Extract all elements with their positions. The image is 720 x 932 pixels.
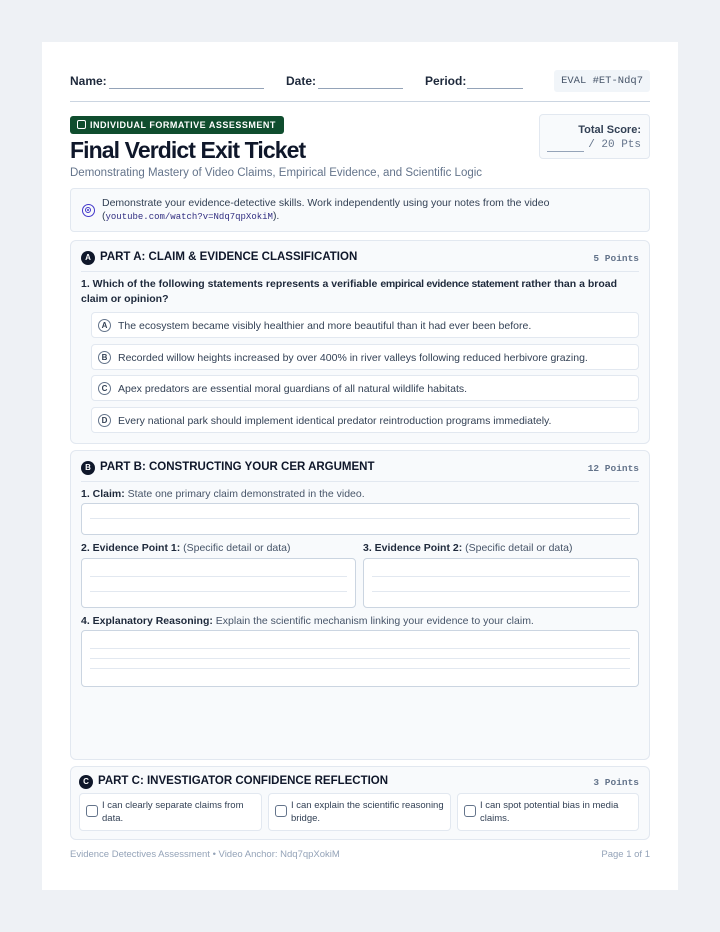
part-c-points: 3 Points [593, 777, 639, 788]
ruled-line [90, 591, 347, 592]
claim-prompt: State one primary claim demonstrated in the video. [124, 488, 365, 500]
confidence-text: I can spot potential bias in media claims. [480, 800, 619, 824]
evidence-2-prompt: (Specific detail or data) [462, 542, 573, 554]
page-footer [70, 849, 650, 860]
score-blank[interactable] [547, 151, 584, 152]
option-letter: C [98, 382, 111, 395]
claim-label-bold: 1. Claim: [81, 488, 125, 500]
confidence-text: I can explain the scientific reasoning bridge. [291, 800, 444, 824]
evidence-2-label-bold: 3. Evidence Point 2: [363, 542, 463, 554]
ruled-line [372, 576, 630, 577]
part-a-points: 5 Points [593, 253, 639, 264]
ruled-line [372, 591, 630, 592]
confidence-item-1[interactable] [79, 793, 262, 831]
assessment-type-badge [70, 116, 284, 134]
score-label: Total Score: [578, 124, 641, 136]
option-a[interactable] [91, 312, 639, 338]
part-b-title: PART B: CONSTRUCTING YOUR CER ARGUMENT [100, 461, 375, 473]
eval-id-badge: EVAL #ET-Ndq7 [554, 70, 650, 92]
video-url[interactable]: youtube.com/watch?v=Ndq7qpXokiM [105, 212, 273, 222]
question-1 [81, 277, 639, 306]
ruled-line [90, 658, 630, 659]
reasoning-label [81, 615, 534, 627]
part-b-points: 12 Points [587, 463, 639, 474]
name-label: Name: [70, 74, 107, 88]
evidence-2-input[interactable] [363, 558, 639, 608]
question-1-emphasis: empirical evidence statement [380, 278, 519, 290]
checkbox-icon [77, 120, 86, 129]
badge-label: INDIVIDUAL FORMATIVE ASSESSMENT [90, 120, 276, 130]
checkbox[interactable] [464, 805, 476, 817]
option-d[interactable] [91, 407, 639, 433]
confidence-item-3[interactable] [457, 793, 639, 831]
page-number: Page 1 of 1 [601, 849, 650, 860]
question-1-text: 1. Which of the following statements represents a verifiable [81, 278, 381, 290]
period-field[interactable] [467, 88, 523, 89]
page-title: Final Verdict Exit Ticket [70, 137, 306, 163]
student-info-header [70, 70, 650, 102]
confidence-text: I can clearly separate claims from data. [102, 800, 244, 824]
ruled-line [90, 518, 630, 519]
part-c-letter: C [79, 775, 93, 789]
paren-open: ( [102, 210, 106, 222]
instructions-line-1: Demonstrate your evidence-detective skills. Work independently using your notes from the video [102, 197, 550, 209]
paren-close: ). [272, 210, 280, 222]
part-b-header [81, 460, 639, 482]
ruled-line [90, 576, 347, 577]
reasoning-label-bold: 4. Explanatory Reasoning: [81, 615, 213, 627]
option-text: The ecosystem became visibly healthier and more beautiful than it had ever been before. [118, 320, 532, 332]
confidence-item-2[interactable] [268, 793, 451, 831]
option-letter: B [98, 351, 111, 364]
footer-left: Evidence Detectives Assessment • Video Anchor: Ndq7qpXokiM [70, 849, 340, 860]
question-1-text-end: rather than a broad claim or opinion? [81, 278, 618, 305]
evidence-1-label [81, 542, 291, 554]
option-text: Every national park should implement identical predator reintroduction programs immediately. [118, 415, 552, 427]
checkbox[interactable] [86, 805, 98, 817]
date-field[interactable] [318, 88, 403, 89]
reasoning-prompt: Explain the scientific mechanism linking your evidence to your claim. [212, 615, 534, 627]
target-icon [82, 204, 95, 217]
part-b-section [70, 450, 650, 760]
part-b-letter: B [81, 461, 95, 475]
reasoning-input[interactable] [81, 630, 639, 687]
evidence-1-prompt: (Specific detail or data) [180, 542, 291, 554]
option-text: Apex predators are essential moral guardians of all natural wildlife habitats. [118, 383, 468, 395]
option-letter: A [98, 319, 111, 332]
total-score-box [539, 114, 650, 159]
name-field[interactable] [109, 88, 264, 89]
ruled-line [90, 668, 630, 669]
checkbox[interactable] [275, 805, 287, 817]
part-c-title: PART C: INVESTIGATOR CONFIDENCE REFLECTION [98, 775, 389, 787]
part-c-header [79, 774, 639, 792]
instructions-line-2 [102, 210, 279, 222]
worksheet-page [42, 42, 678, 890]
part-a-letter: A [81, 251, 95, 265]
part-a-header [81, 250, 639, 272]
option-text: Recorded willow heights increased by over 400% in river valleys following reduced herbivore grazing. [118, 352, 588, 364]
part-c-section [70, 766, 650, 840]
period-label: Period: [425, 74, 467, 88]
claim-input[interactable] [81, 503, 639, 535]
page-subtitle: Demonstrating Mastery of Video Claims, Empirical Evidence, and Scientific Logic [70, 167, 483, 179]
option-c[interactable] [91, 375, 639, 401]
ruled-line [90, 648, 630, 649]
part-a-section [70, 240, 650, 444]
claim-label [81, 488, 365, 500]
option-b[interactable] [91, 344, 639, 370]
evidence-1-input[interactable] [81, 558, 356, 608]
instructions-box [70, 188, 650, 232]
evidence-2-label [363, 542, 573, 554]
part-a-title: PART A: CLAIM & EVIDENCE CLASSIFICATION [100, 251, 358, 263]
score-total: / 20 Pts [588, 139, 641, 151]
date-label: Date: [286, 74, 317, 88]
evidence-1-label-bold: 2. Evidence Point 1: [81, 542, 181, 554]
option-letter: D [98, 414, 111, 427]
